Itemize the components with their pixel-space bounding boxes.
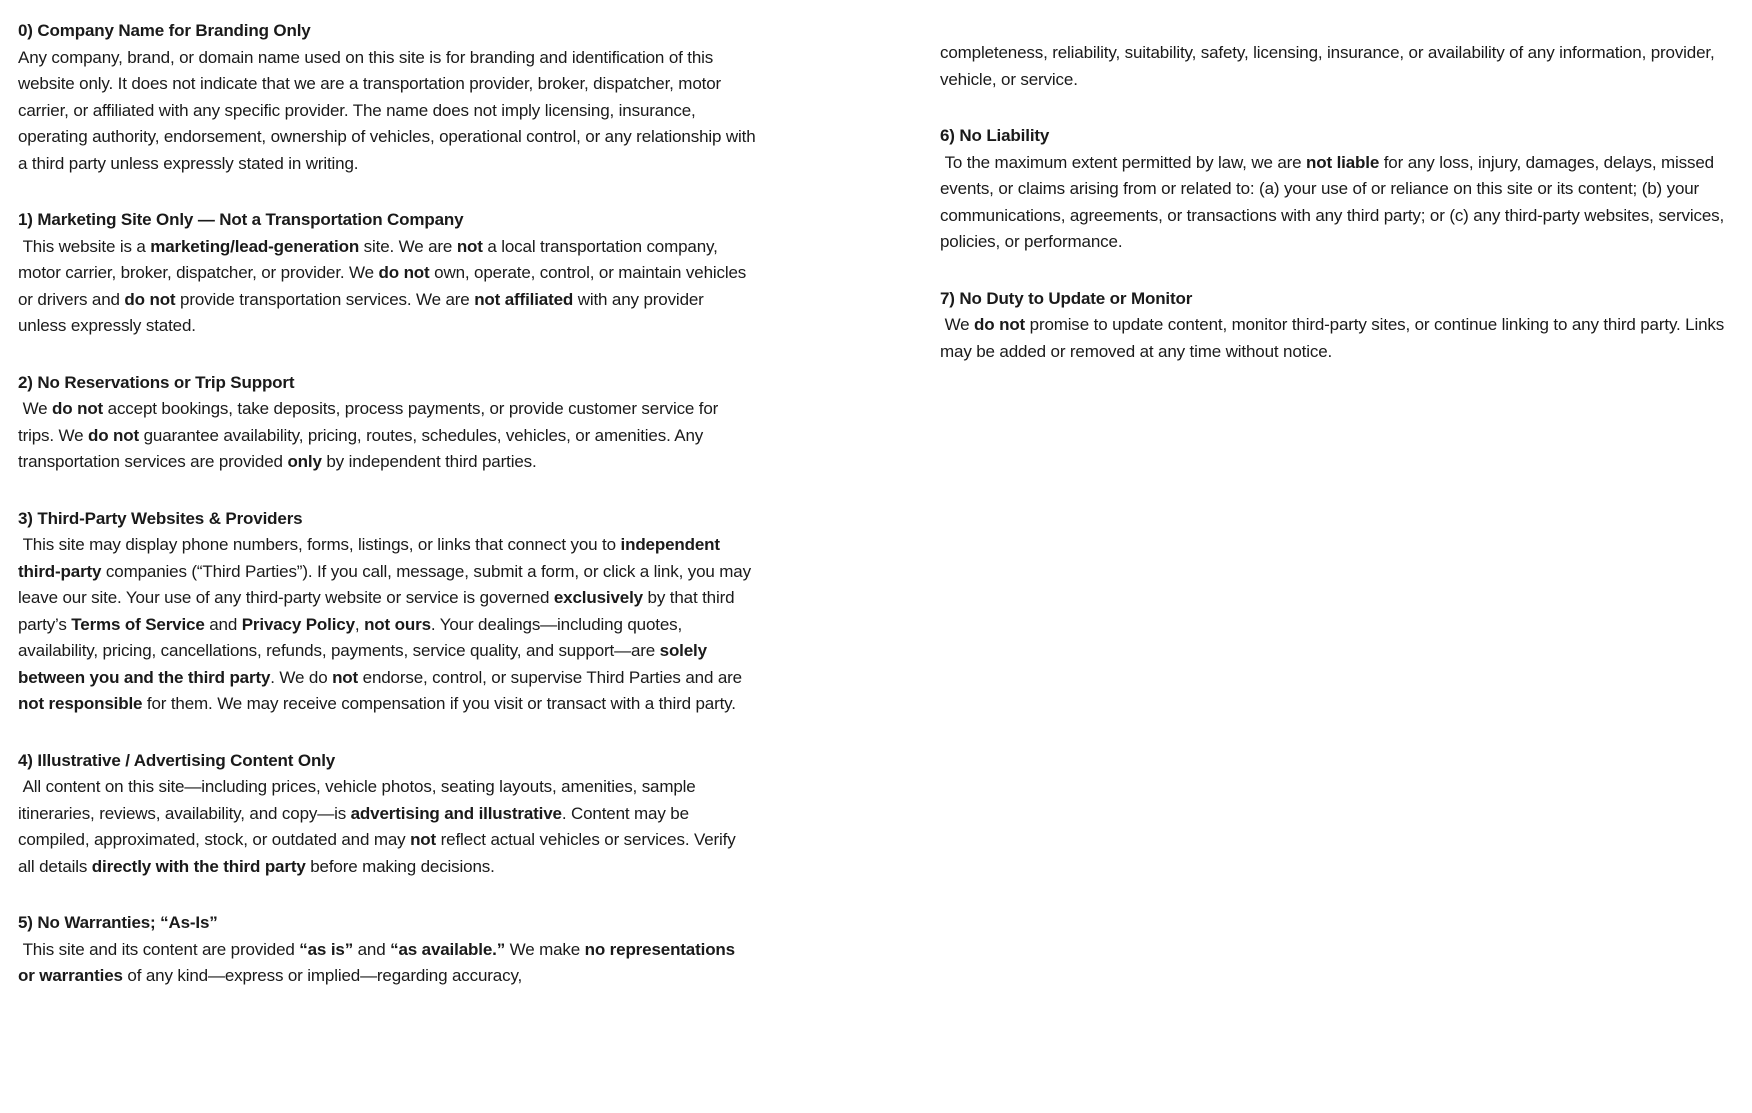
section-heading: 3) Third-Party Websites & Providers xyxy=(18,508,303,528)
section-paragraph: Any company, brand, or domain name used on this site is for branding and identification of this website only. It does not indicate that we are a transportation provider, broker, dispatcher, motor carrier, or affiliated with any specific provider. The name does not imply licensing, insurance, operating authority, endorsement, ownership of vehicles, operational control, or any relationship with a third party unless expressly stated in writing. xyxy=(18,47,761,173)
section-paragraph: This website is a marketing/lead-generation site. We are not a local transportation company, motor carrier, broker, dispatcher, or provider. We do not own, operate, control, or maintain vehicles or drivers and do not provide transportation services. We are not affiliated with any provider unless expressly stated. xyxy=(18,236,751,335)
section-paragraph: This site may display phone numbers, forms, listings, or links that connect you to independent third-party companies (“Third Parties”). If you call, message, submit a form, or click a link, you may leave our site. Your use of any third-party website or service is governed exclusively by that third party’s Terms of Service and Privacy Policy, not ours. Your dealings—including quotes, availability, pricing, cancellations, refunds, payments, service quality, and support—are solely between you and the third party. We do not endorse, control, or supervise Third Parties and are not responsible for them. We may receive compensation if you visit or transact with a third party. xyxy=(18,535,756,713)
section-paragraph: All content on this site—including prices, vehicle photos, seating layouts, amenities, sample itineraries, reviews, availability, and copy—is advertising and illustrative. Content may be compiled, approximated, stock, or outdated and may not reflect actual vehicles or services. Verify all details directly with the third party before making decisions. xyxy=(18,777,741,876)
section-paragraph: This site and its content are provided “as is” and “as available.” We make no representations or warranties of any kind—express or implied—regarding accuracy, xyxy=(18,939,740,985)
section-paragraph-continuation: completeness, reliability, suitability, safety, licensing, insurance, or availability of any information, provider, vehicle, or service. xyxy=(940,43,1720,89)
section-heading: 7) No Duty to Update or Monitor xyxy=(940,288,1193,308)
section-heading: 5) No Warranties; “As-Is” xyxy=(18,913,218,932)
section-paragraph: To the maximum extent permitted by law, we are not liable for any loss, injury, damages, delays, missed events, or claims arising from or related to: (a) your use of or reliance on this site or its content; (b) your communications, agreements, or transactions with any third party; or (c) any third-party websites, services, policies, or performance. xyxy=(940,152,1729,251)
section-paragraph: We do not accept bookings, take deposits, process payments, or provide customer service for trips. We do not guarantee availability, pricing, routes, schedules, vehicles, or amenities. Any transportation services are provided only by independent third parties. xyxy=(18,399,723,471)
section-heading: 6) No Liability xyxy=(940,126,1050,145)
section-heading: 1) Marketing Site Only — Not a Transportation Company xyxy=(18,210,464,229)
section-heading: 2) No Reservations or Trip Support xyxy=(18,372,295,392)
section-paragraph: We do not promise to update content, monitor third-party sites, or continue linking to any third party. Links may be added or removed at any time without notice. xyxy=(940,315,1729,361)
section-heading: 4) Illustrative / Advertising Content Only xyxy=(18,750,336,770)
section-heading: 0) Company Name for Branding Only xyxy=(18,21,311,40)
right-column xyxy=(940,18,1742,395)
left-column xyxy=(18,18,761,1020)
